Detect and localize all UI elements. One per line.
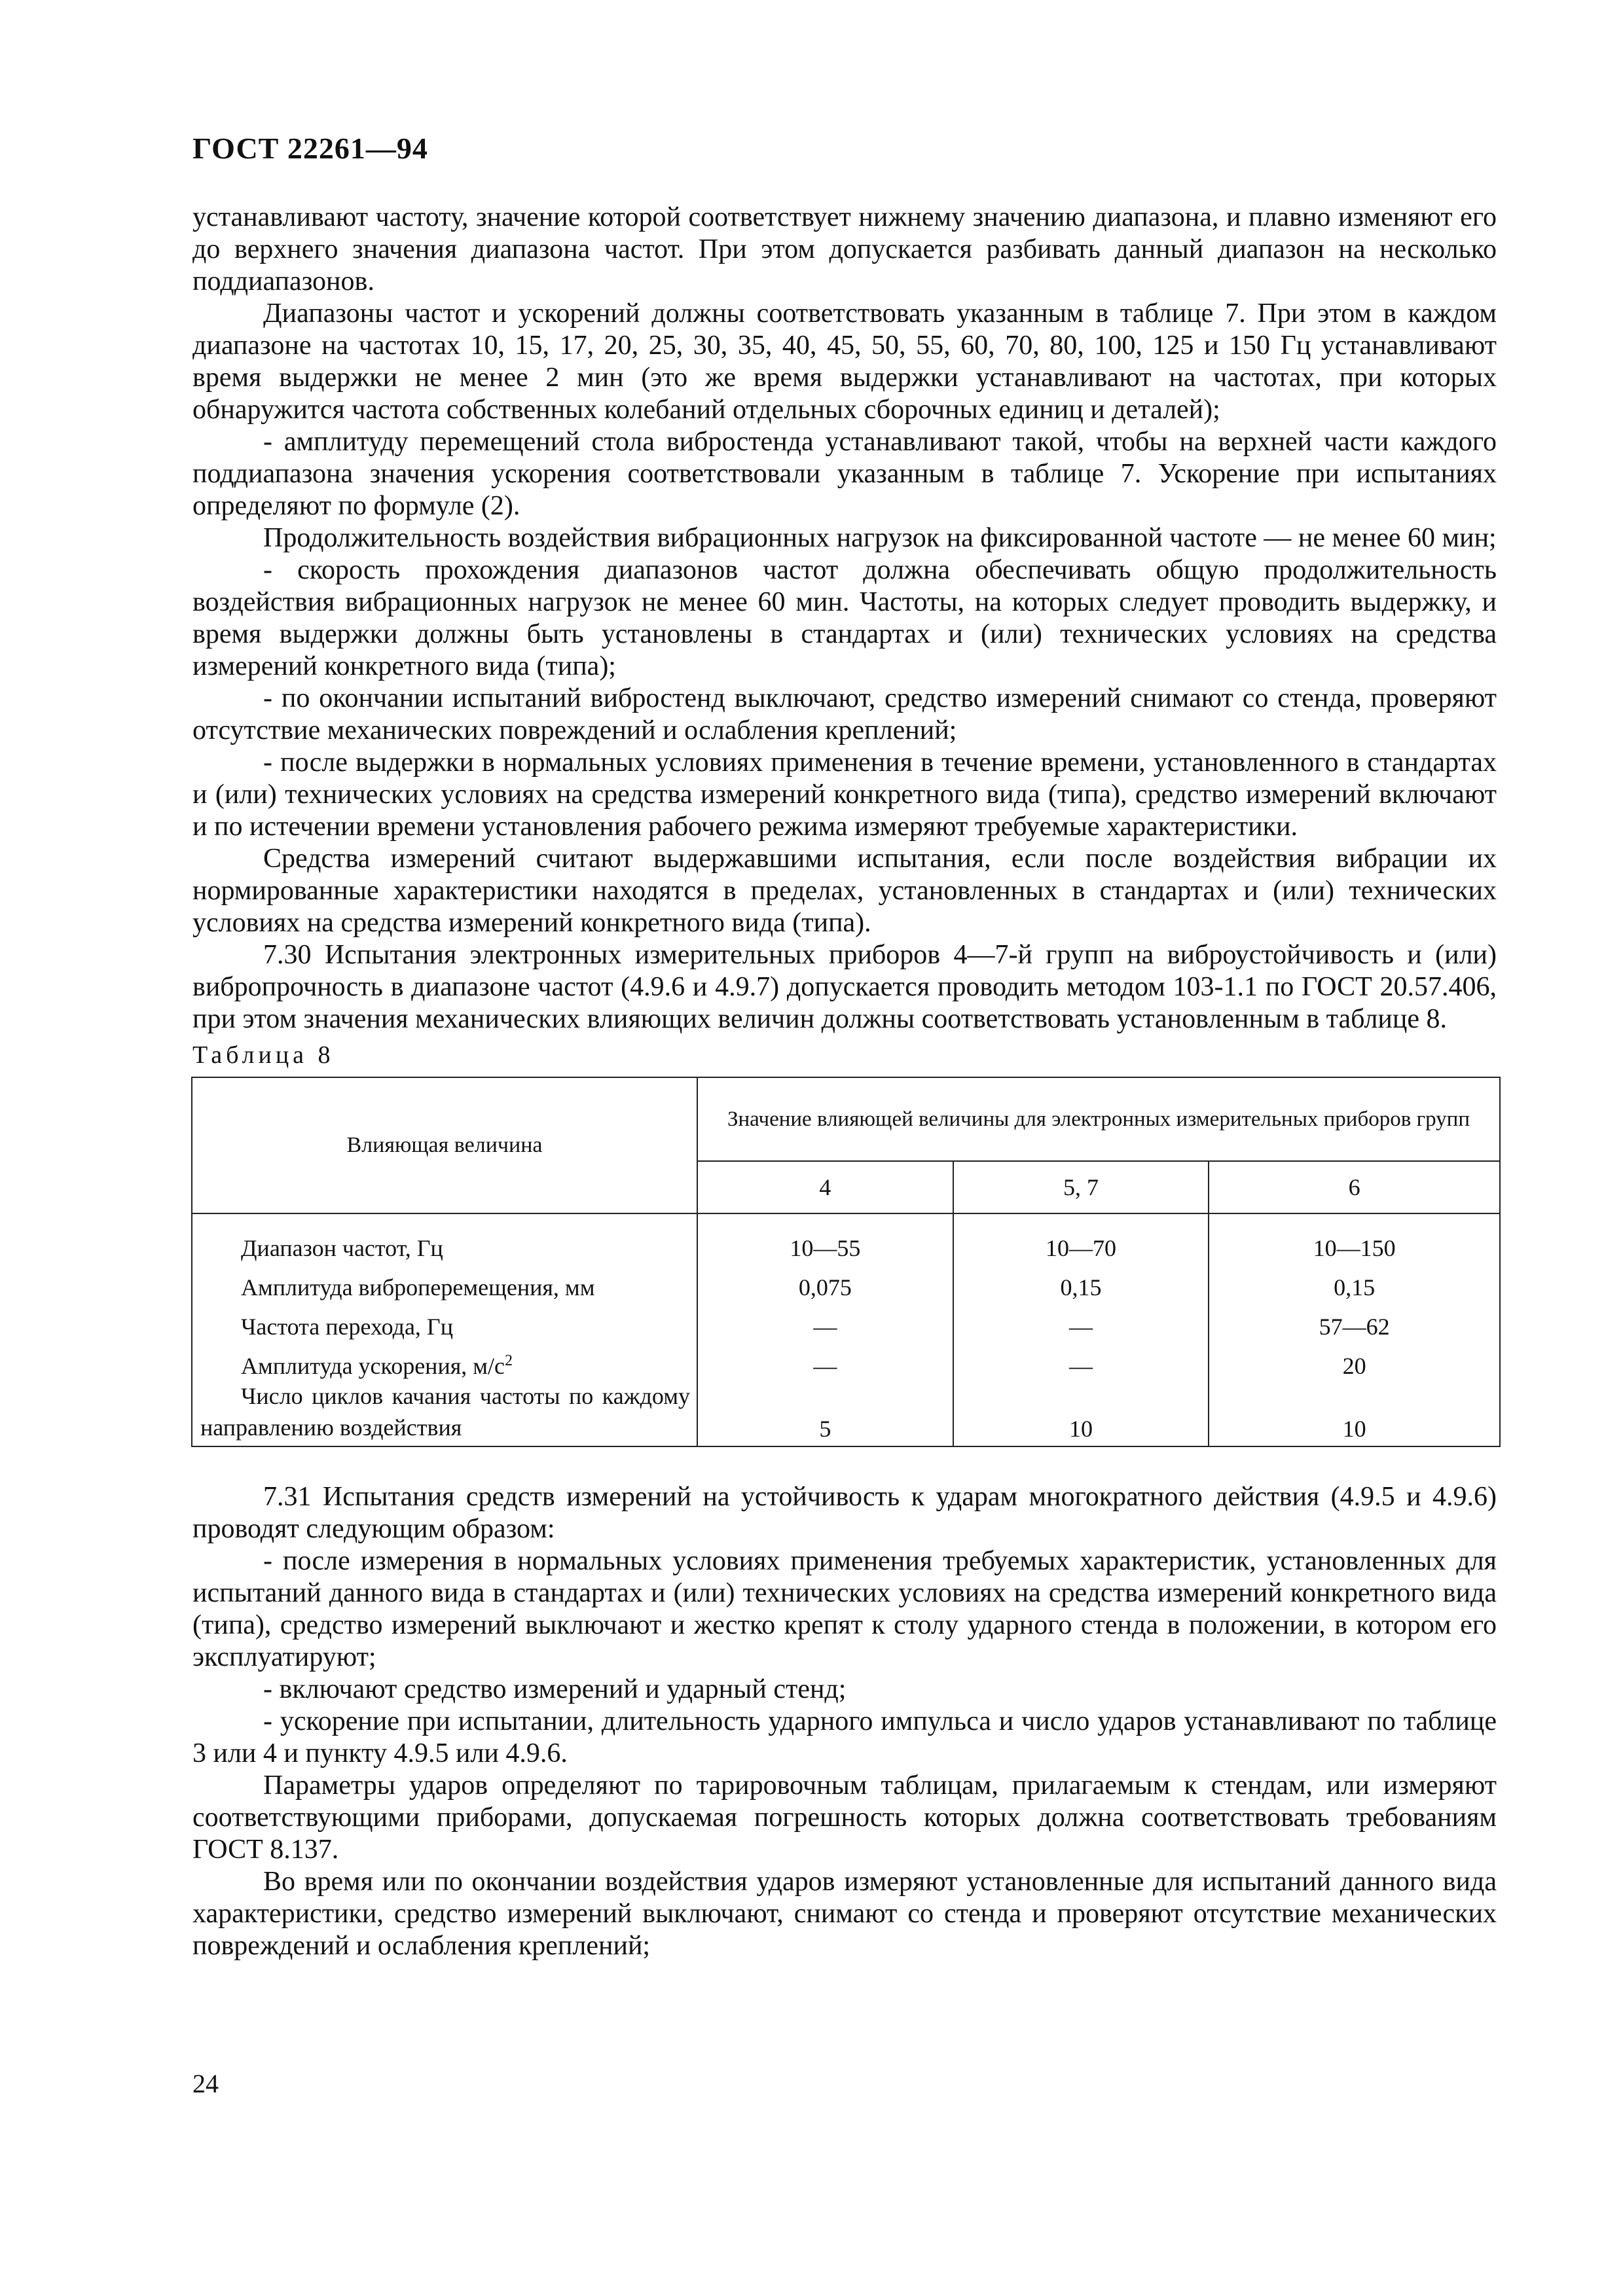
table-header-main: Влияющая величина [192,1077,697,1213]
table-row-name: Частота перехода, Гц [192,1302,697,1341]
paragraph: - по окончании испытаний вибростенд выключают, средство измерений снимают со стенда, проверяют отсутствие механических повреждений и ослабления креплений; [192,683,1497,745]
table-cell: 10—150 [1209,1213,1500,1263]
table-cell: 57—62 [1209,1302,1500,1341]
table-header-group: Значение влияющей величины для электронных измерительных приборов групп [697,1077,1500,1161]
table-8 [191,1077,1501,1447]
table-cell: 5 [697,1380,953,1446]
table-row [192,1213,1500,1263]
table-cell: — [697,1341,953,1380]
paragraph: 7.30 Испытания электронных измерительных приборов 4—7-й групп на виброустойчивость и (или) вибропрочность в диапазоне частот (4.9.6 и 4.9.7) допускается проводить методом 103-1.1 по ГОСТ 20.57.406, при этом значения механических влияющих величин должны соответствовать установленным в таблице 8. [192,940,1497,1034]
table-caption: Таблица 8 [192,1041,335,1069]
paragraph: Параметры ударов определяют по тарировочным таблицам, прилагаемым к стендам, или измеряют соответствующими приборами, допускаемая погрешность которых должна соответствовать требованиям ГОСТ 8.137. [192,1770,1497,1865]
table-cell: 0,15 [1209,1263,1500,1302]
paragraph: - скорость прохождения диапазонов частот должна обеспечивать общую продолжительность воздействия вибрационных нагрузок не менее 60 мин. Частоты, на которых следует проводить выдержку, и время выдержки должны быть установлены в стандартах и (или) технических условиях на средства измерений конкретного вида (типа); [192,555,1497,681]
paragraph: Средства измерений считают выдержавшими испытания, если после воздействия вибрации их нормированные характеристики находятся в пределах, установленных в стандартах и (или) технических условиях на средства измерений конкретного вида (типа). [192,844,1497,938]
table-cell: 10—55 [697,1213,953,1263]
body-text [192,202,1497,1962]
paragraph: - после выдержки в нормальных условиях применения в течение времени, установленного в стандартах и (или) технических условиях на средства измерений конкретного вида (типа), средство измерений включают и по истечении времени установления рабочего режима измеряют требуемые характеристики. [192,747,1497,842]
table-row [192,1341,1500,1380]
table-cell: — [697,1302,953,1341]
table-row-name: Амплитуда виброперемещения, мм [192,1263,697,1302]
page-number: 24 [192,2069,219,2098]
paragraph: - включают средство измерений и ударный стенд; [263,1674,847,1704]
table-row [192,1263,1500,1302]
table-row [192,1380,1500,1446]
superscript: 2 [505,1352,513,1369]
paragraphs-bottom [192,1481,1497,1962]
paragraph: устанавливают частоту, значение которой соответствует нижнему значению диапазона, и плавно изменяют его до верхнего значения диапазона частот. При этом допускается разбивать данный диапазон на несколько поддиапазонов. [192,202,1497,296]
table-cell: — [953,1341,1209,1380]
paragraphs-top [192,202,1497,1035]
paragraph: Диапазоны частот и ускорений должны соответствовать указанным в таблице 7. При этом в каждом диапазоне на частотах 10, 15, 17, 20, 25, 30, 35, 40, 45, 50, 55, 60, 70, 80, 100, 125 и 150 Гц устанавливают время выдержки не менее 2 мин (это же время выдержки устанавливают на частотах, при которых обнаружится частота собственных колебаний отдельных сборочных единиц и деталей); [192,298,1497,425]
table-row [192,1302,1500,1341]
paragraph: 7.31 Испытания средств измерений на устойчивость к ударам многократного действия (4.9.5 и 4.9.6) проводят следующим образом: [192,1482,1497,1544]
table-row-name: Диапазон частот, Гц [192,1213,697,1263]
table-row-name: Число циклов качания частоты по каждому направлению воздействия [192,1380,697,1446]
table-column-header: 5, 7 [953,1161,1209,1213]
table-cell: 0,075 [697,1263,953,1302]
paragraph: - ускорение при испытании, длительность ударного импульса и число ударов устанавливают по таблице 3 или 4 и пункту 4.9.5 или 4.9.6. [192,1706,1497,1768]
table-column-header: 4 [697,1161,953,1213]
table-column-header: 6 [1209,1161,1500,1213]
document-header: ГОСТ 22261—94 [192,132,428,165]
table-cell: 10 [1209,1380,1500,1446]
table-row-name-text: Амплитуда ускорения, м/с [241,1353,505,1379]
paragraph: Во время или по окончании воздействия ударов измеряют установленные для испытаний данного вида характеристики, средство измерений выключают, снимают со стенда и проверяют отсутствие механических повреждений и ослабления креплений; [192,1867,1497,1961]
paragraph: - после измерения в нормальных условиях применения требуемых характеристик, установленных для испытаний данного вида в стандартах и (или) технических условиях на средства измерений конкретного вида (типа), средство измерений выключают и жестко крепят к столу ударного стенда в положении, в котором его эксплуатируют; [192,1546,1497,1672]
table-cell: — [953,1302,1209,1341]
table-row-name [192,1341,697,1380]
paragraph: Продолжительность воздействия вибрационных нагрузок на фиксированной частоте — не менее 60 мин; [263,523,1497,553]
table-cell: 10 [953,1380,1209,1446]
table-cell: 0,15 [953,1263,1209,1302]
table-cell: 10—70 [953,1213,1209,1263]
table-cell: 20 [1209,1341,1500,1380]
paragraph: - амплитуду перемещений стола вибростенда устанавливают такой, чтобы на верхней части каждого поддиапазона значения ускорения соответствовали указанным в таблице 7. Ускорение при испытаниях определяют по формуле (2). [192,427,1497,521]
